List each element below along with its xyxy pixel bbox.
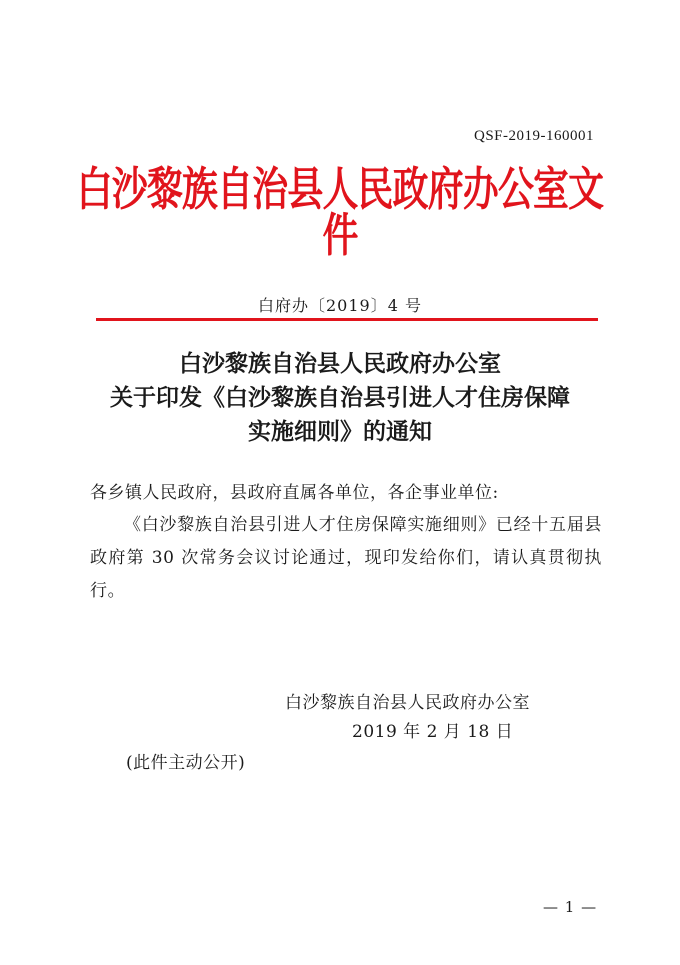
document-code: QSF-2019-160001 xyxy=(473,128,594,144)
title-line-2: 关于印发《白沙黎族自治县引进人才住房保障 xyxy=(110,384,570,411)
issue-date: 2019 年 2 月 18 日 xyxy=(352,722,514,742)
title-line-1: 白沙黎族自治县人民政府办公室 xyxy=(179,350,501,377)
issuer-header-text: 白沙黎族自治县人民政府办公室文件 xyxy=(76,162,604,262)
page-number: — 1 — xyxy=(543,898,598,916)
title-line-3: 实施细则》的通知 xyxy=(248,418,432,445)
body-paragraph: 《白沙黎族自治县引进人才住房保障实施细则》已经十五届县政府第 30 次常务会议讨论通过，现印发给你们，请认真贯彻执行。 xyxy=(90,515,602,601)
issuer-header xyxy=(0,162,680,262)
red-divider xyxy=(96,318,598,321)
salutation: 各乡镇人民政府，县政府直属各单位，各企事业单位: xyxy=(90,483,499,503)
document-number: 白府办〔2019〕4 号 xyxy=(258,296,422,315)
signer: 白沙黎族自治县人民政府办公室 xyxy=(285,693,530,713)
public-disclosure-note: (此件主动公开) xyxy=(126,753,246,773)
document-title xyxy=(0,347,680,449)
